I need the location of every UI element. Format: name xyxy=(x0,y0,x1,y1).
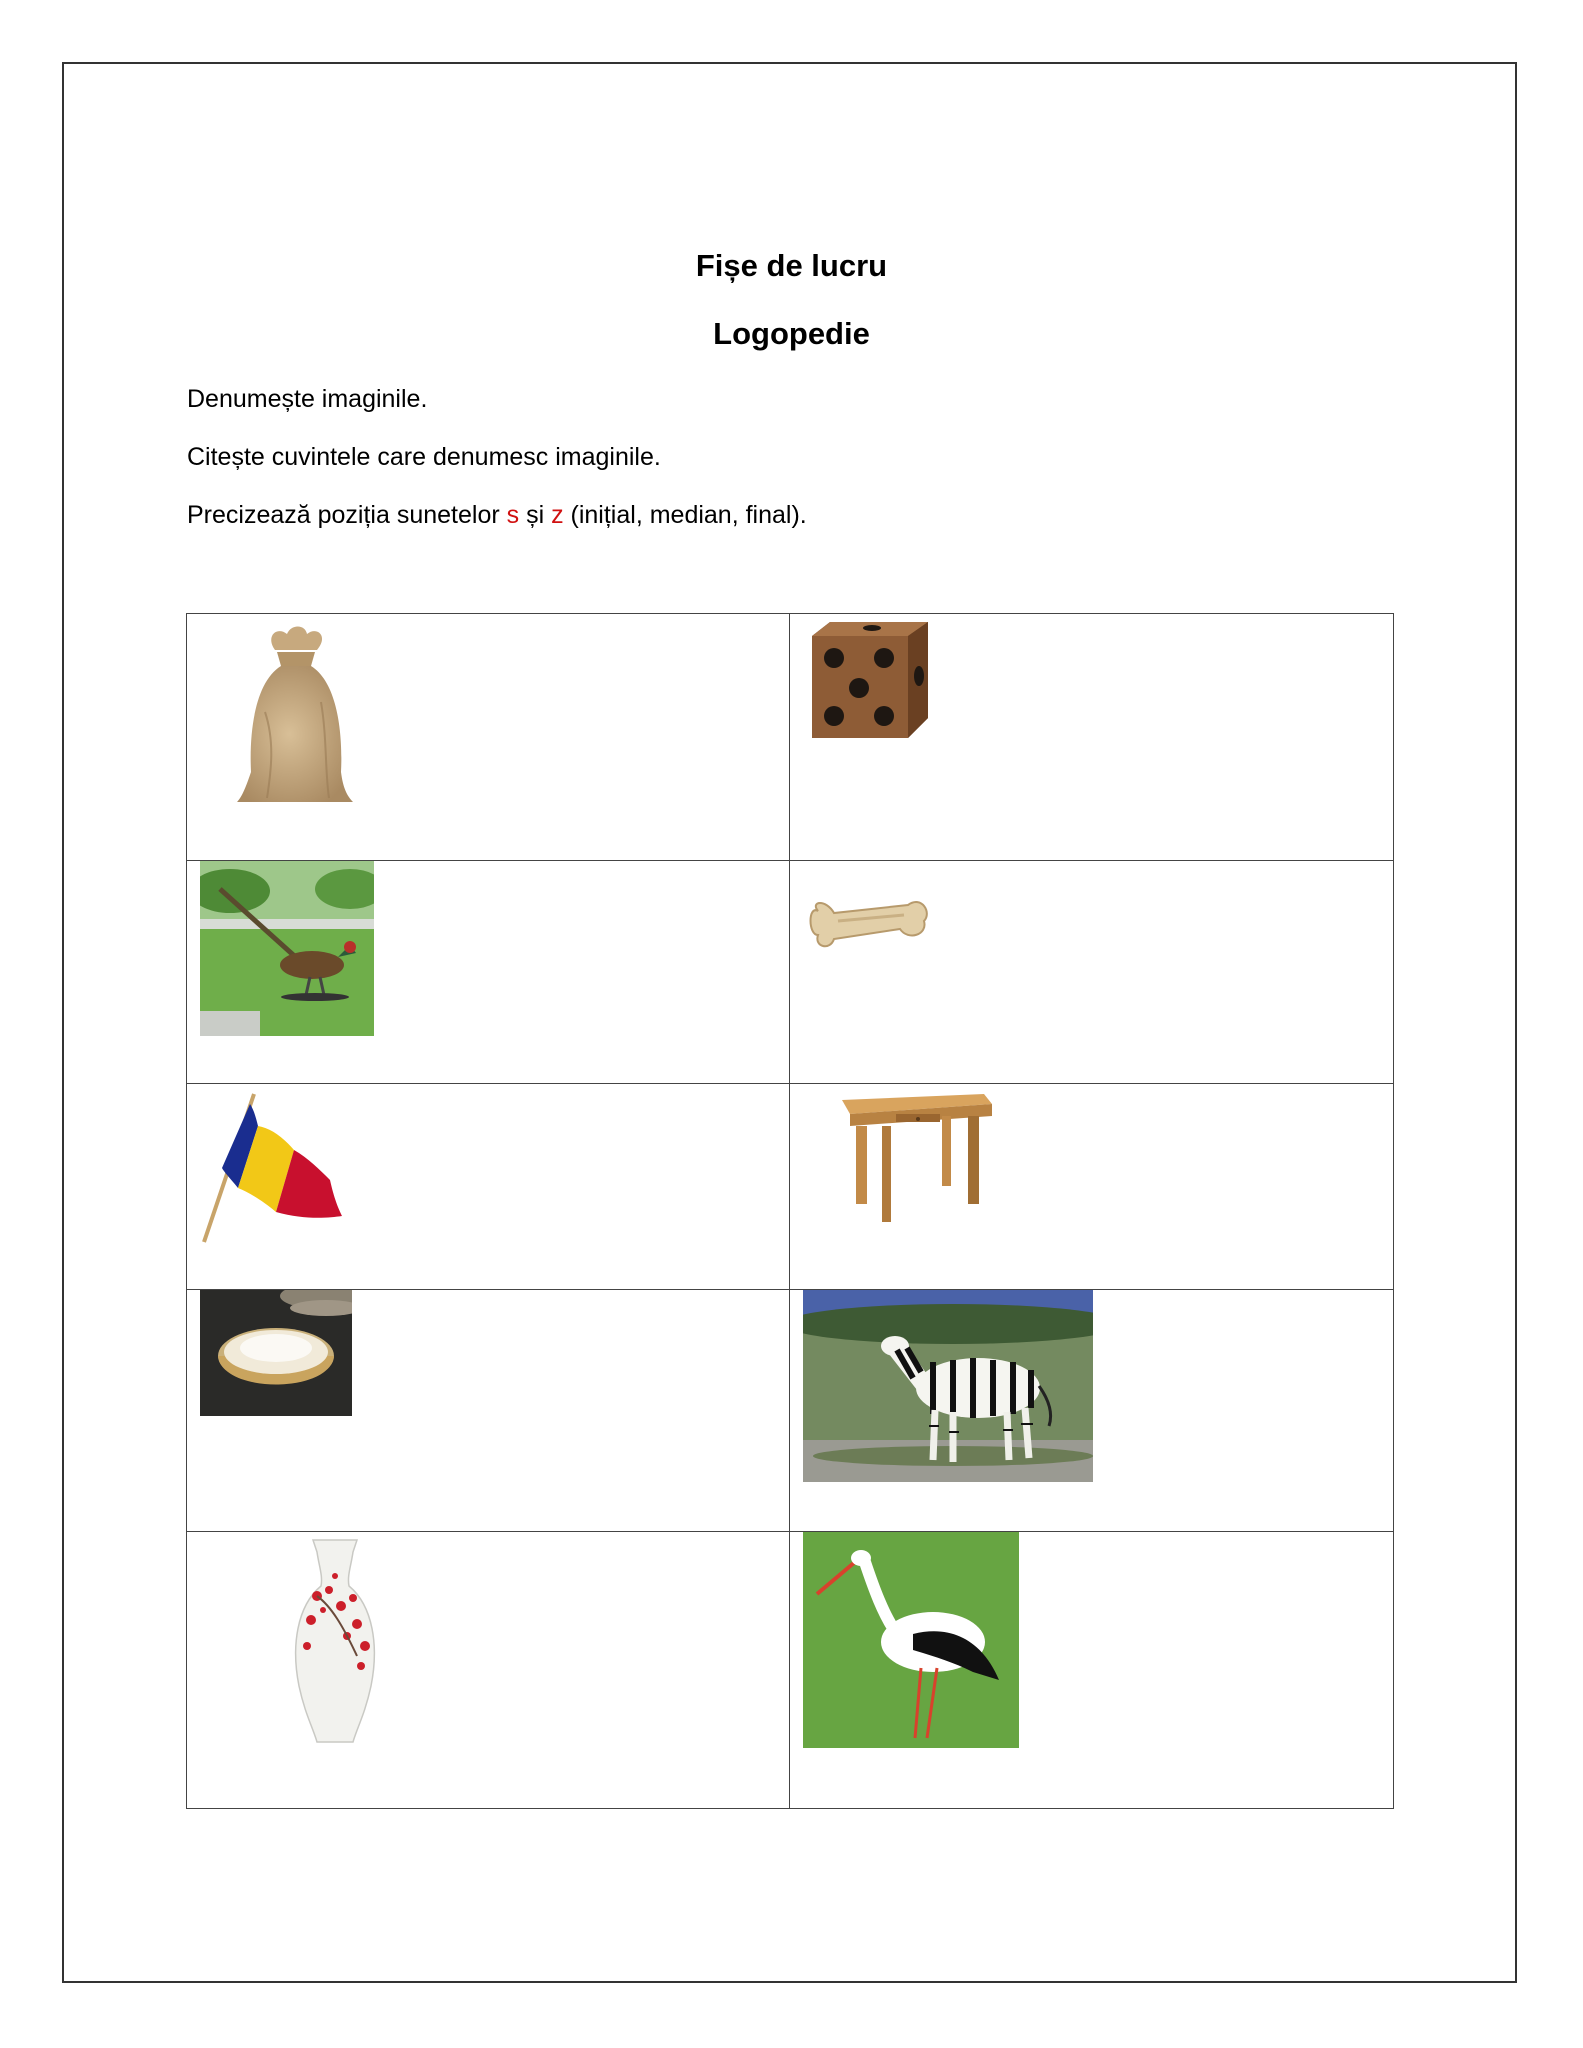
grid-row xyxy=(187,861,1394,1084)
wooden-table-image xyxy=(838,1092,996,1224)
grid-cell-table xyxy=(790,1084,1394,1290)
instruction-3-text-a: Precizează poziția sunetelor xyxy=(187,501,507,529)
sack-image xyxy=(225,622,365,807)
instruction-2: Citește cuvintele care denumesc imaginile. xyxy=(187,443,661,471)
instruction-3 xyxy=(187,501,807,530)
sound-z-label: z xyxy=(551,501,564,529)
grid-row xyxy=(187,1290,1394,1532)
romanian-flag-image xyxy=(200,1088,350,1248)
grid-cell-zebra xyxy=(790,1290,1394,1532)
grid-cell-pheasant xyxy=(187,861,790,1084)
instruction-3-text-b: și xyxy=(519,501,552,529)
grid-cell-stork xyxy=(790,1532,1394,1809)
grid-row xyxy=(187,614,1394,861)
grid-cell-bone xyxy=(790,861,1394,1084)
grid-row xyxy=(187,1532,1394,1809)
grid-cell-dice xyxy=(790,614,1394,861)
pheasant-image xyxy=(200,861,374,1036)
stork-image xyxy=(803,1532,1019,1748)
instruction-3-text-c: (inițial, median, final). xyxy=(563,501,807,529)
picture-grid xyxy=(186,613,1394,1809)
vase-image xyxy=(287,1536,383,1746)
document-title: Fișe de lucru xyxy=(695,248,888,283)
bowl-of-rice-image xyxy=(200,1290,352,1416)
bone-image xyxy=(804,891,934,957)
instruction-1: Denumește imaginile. xyxy=(187,385,428,413)
zebra-image xyxy=(803,1290,1093,1482)
grid-row xyxy=(187,1084,1394,1290)
grid-cell-sack xyxy=(187,614,790,861)
sound-s-label: s xyxy=(506,501,520,529)
dice-image xyxy=(804,618,934,742)
grid-cell-vase xyxy=(187,1532,790,1809)
grid-cell-rice xyxy=(187,1290,790,1532)
document-subtitle: Logopedie xyxy=(713,316,870,351)
grid-cell-flag xyxy=(187,1084,790,1290)
